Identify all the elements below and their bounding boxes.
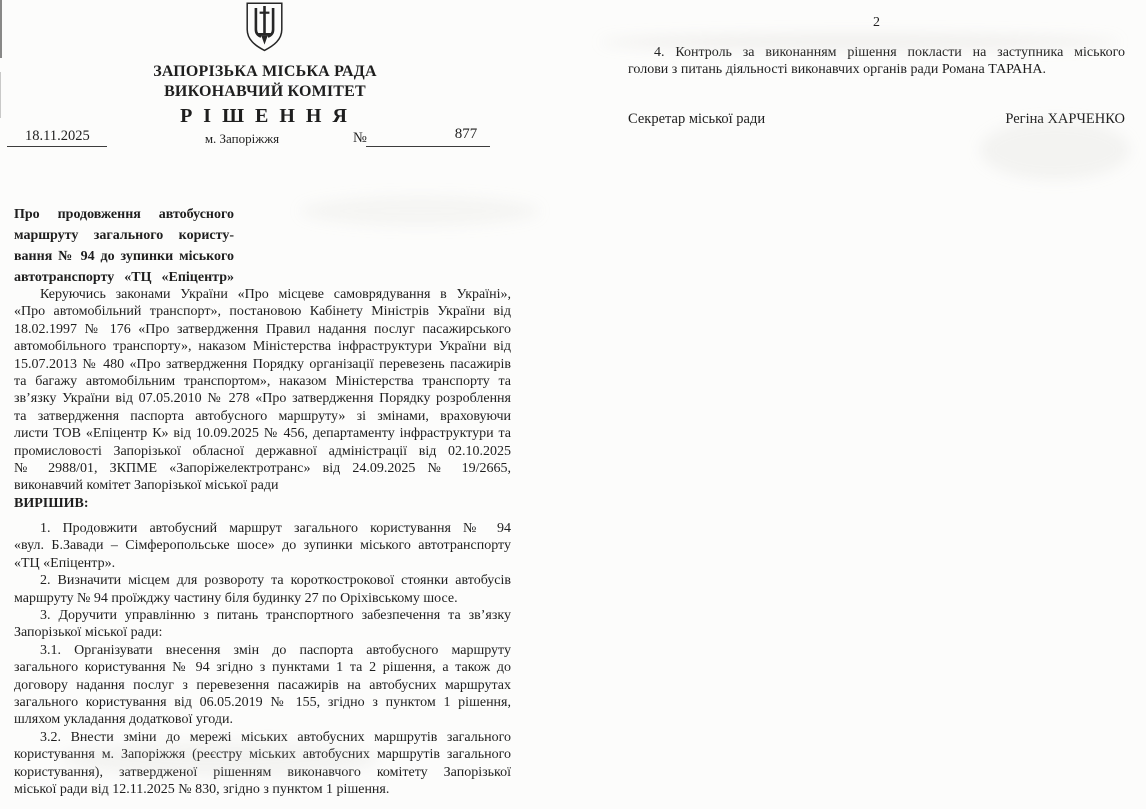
text-line: договору надання послуг з перевезення пасажирів на автобусних маршрутах <box>14 677 511 693</box>
number-sign: № <box>353 130 367 146</box>
text-line: листи ТОВ «Епіцентр К» від 10.09.2025 № 456, департаменту інфраструктури та <box>14 426 511 442</box>
text-line: міської ради від 12.11.2025 № 830, згідно з пунктом 1 рішення. <box>14 781 390 797</box>
item-3 <box>14 607 511 642</box>
text-line: автотранспорту «ТЦ «Епіцентр» <box>14 270 234 285</box>
text-line: 3.2. Внести зміни до мережі міських автобусних маршрутів загального <box>40 729 511 745</box>
text-line: «ТЦ «Епіцентр». <box>14 555 116 571</box>
date-underline <box>7 146 107 147</box>
city: м. Запоріжжя <box>204 131 280 146</box>
scan-edge-artifact <box>0 72 1 118</box>
text-line: маршруту загального користу- <box>14 228 234 243</box>
page-2 <box>573 0 1146 809</box>
item-2 <box>14 572 511 607</box>
page-number: 2 <box>873 15 880 30</box>
org-name-line2: ВИКОНАВЧИЙ КОМІТЕТ <box>164 83 366 100</box>
text-line: «вул. Б.Завади – Сімферопольське шосе» до зупинки міського автотранспорту <box>14 538 511 554</box>
document-body-page2 <box>628 44 1125 79</box>
text-line: шляхом укладання додаткової угоди. <box>14 712 233 728</box>
text-line: № 2988/01, ЗКПМЕ «Запоріжелектротранс» від 24.09.2025 № 19/2665, <box>14 460 511 476</box>
text-line: зв’язку України від 07.05.2010 № 278 «Про затвердження Порядку розроблення <box>14 391 511 407</box>
text-line: маршруту № 94 проїжджу частину біля будинку 27 по Оріхівському шосе. <box>14 590 458 606</box>
text-line: промисловості Запорізької обласної державної адміністрації від 02.10.2025 <box>14 443 511 459</box>
signature-row <box>628 111 1125 128</box>
text-line: вання № 94 до зупинки міського <box>14 249 234 264</box>
text-line: загального користування від 06.05.2019 № 155, згідно з пунктом 1 рішення, <box>14 694 511 710</box>
text-line: користування), затвердженої рішенням виконавчого комітету Запорізької <box>14 764 511 780</box>
text-line: Запорізької міської ради: <box>14 625 163 641</box>
number-underline <box>366 146 490 147</box>
item-3-1 <box>14 642 511 729</box>
preamble <box>14 286 511 495</box>
text-line: Про продовження автобусного <box>14 207 234 222</box>
text-line: 4. Контроль за виконанням рішення покласти на заступника міського <box>654 45 1125 60</box>
document-type: Р І Ш Е Н Н Я <box>180 105 350 127</box>
org-name-line1: ЗАПОРІЗЬКА МІСЬКА РАДА <box>153 63 377 80</box>
signature-role: Секретар міської ради <box>628 111 766 127</box>
text-line: 3.1. Організувати внесення змін до паспорта автобусного маршруту <box>40 642 511 658</box>
text-line: 1. Продовжити автобусний маршрут загального користування № 94 <box>40 521 511 537</box>
text-line: 15.07.2013 № 480 «Про затвердження Порядку організації перевезень пасажирів <box>14 356 511 372</box>
text-line: 2. Визначити місцем для розвороту та короткострокової стоянки автобусів <box>40 573 511 589</box>
text-line: загального користування № 94 згідно з пунктами 1 та 2 рішення, а також до <box>14 660 511 676</box>
text-line: «Про автомобільний транспорт», постановою Кабінету Міністрів України від <box>14 304 511 320</box>
item-4 <box>628 44 1125 79</box>
text-line: виконавчий комітет Запорізької міської ради <box>14 478 279 494</box>
document-body <box>14 286 511 798</box>
item-3-2 <box>14 729 511 799</box>
resolved-heading <box>14 495 511 512</box>
item-1 <box>14 520 511 572</box>
text-line: голови з питань діяльності виконавчих органів ради Романа ТАРАНА. <box>628 62 1047 78</box>
text-line: ВИРІШИВ: <box>14 495 89 511</box>
text-line: Керуючись законами України «Про місцеве самоврядування в Україні», <box>40 287 511 302</box>
text-line: 18.02.1997 № 176 «Про затвердження Правил надання послуг пасажирського <box>14 321 511 337</box>
text-line: автомобільного транспорту», наказом Міністерства інфраструктури України від <box>14 339 511 355</box>
text-line: користування м. Запоріжжя (реєстру міських автобусних маршрутів загального <box>14 747 511 763</box>
org-name <box>14 62 516 102</box>
text-line: та затвердження паспорта автобусного маршруту» зі змінами, враховуючи <box>14 408 511 424</box>
decision-number: 877 <box>454 126 478 142</box>
text-line: 3. Доручити управлінню з питань транспортного забезпечення та зв’язку <box>40 608 511 624</box>
decision-title-block <box>14 204 234 288</box>
signature-name: Регіна ХАРЧЕНКО <box>1005 111 1125 127</box>
trident-coat-of-arms-icon <box>244 2 285 57</box>
text-line: та багажу автомобільним транспортом», наказом Міністерства транспорту та <box>14 373 511 389</box>
scan-edge-artifact <box>0 0 2 58</box>
decision-title <box>14 204 234 288</box>
decision-date: 18.11.2025 <box>25 128 90 144</box>
